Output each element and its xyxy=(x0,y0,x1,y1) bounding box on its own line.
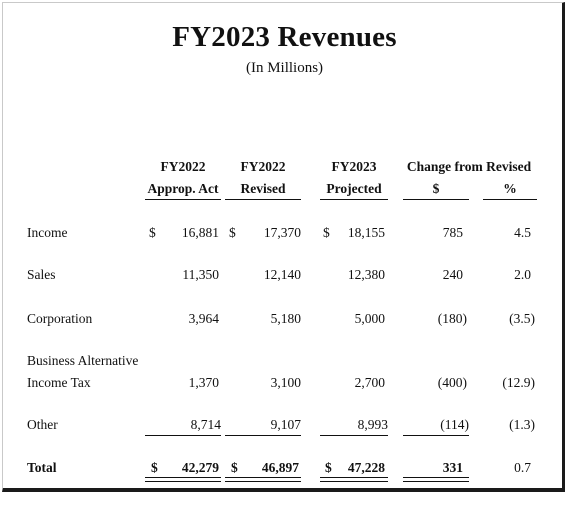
cell-total-c1: 42,279 xyxy=(181,460,219,475)
cell-total-c3: 47,228 xyxy=(347,460,385,475)
cell-other-c5: (1.3) xyxy=(509,417,535,432)
cell-sales-c4: 240 xyxy=(442,267,463,282)
double-underline xyxy=(145,477,221,482)
row-label-other: Other xyxy=(27,417,58,432)
cell-corporation-c1: 3,964 xyxy=(188,311,219,326)
col4-header-bottom: $ xyxy=(403,181,469,200)
row-label-bait-line1: Business Alternative xyxy=(27,353,139,368)
row-label-sales: Sales xyxy=(27,267,56,282)
double-underline xyxy=(403,477,469,482)
currency-sign: $ xyxy=(325,460,332,475)
row-label-total: Total xyxy=(27,460,57,475)
row-label-bait-line2: Income Tax xyxy=(27,375,91,390)
col5-header-bottom: % xyxy=(483,181,537,200)
cell-income-c4: 785 xyxy=(442,225,463,240)
cell-other-c1: 8,714 xyxy=(145,417,221,436)
page-title: FY2023 Revenues xyxy=(172,21,397,53)
cell-sales-c2: 12,140 xyxy=(263,267,301,282)
cell-bait-c1: 1,370 xyxy=(188,375,219,390)
double-underline xyxy=(225,477,301,482)
col1-header-top: FY2022 xyxy=(160,159,206,174)
row-label-income: Income xyxy=(27,225,68,240)
col2-header-bottom: Revised xyxy=(225,181,301,200)
cell-bait-c3: 2,700 xyxy=(354,375,385,390)
cell-corporation-c4: (180) xyxy=(437,311,467,326)
cell-bait-c4: (400) xyxy=(437,375,467,390)
cell-corporation-c5: (3.5) xyxy=(509,311,535,326)
cell-other-c2: 9,107 xyxy=(225,417,301,436)
currency-sign: $ xyxy=(231,460,238,475)
col3-header-bottom: Projected xyxy=(320,181,388,200)
cell-other-c3: 8,993 xyxy=(320,417,388,436)
double-underline xyxy=(320,477,388,482)
cell-income-c1: 16,881 xyxy=(181,225,219,240)
page-subtitle: (In Millions) xyxy=(245,60,324,76)
cell-sales-c3: 12,380 xyxy=(347,267,385,282)
col3-header-top: FY2023 xyxy=(331,159,377,174)
cell-total-c2: 46,897 xyxy=(261,460,299,475)
cell-corporation-c3: 5,000 xyxy=(354,311,385,326)
currency-sign: $ xyxy=(323,225,330,240)
col4-header-top: Change from Revised xyxy=(406,159,532,174)
cell-income-c3: 18,155 xyxy=(347,225,385,240)
row-label-corporation: Corporation xyxy=(27,311,93,326)
cell-income-c5: 4.5 xyxy=(514,225,531,240)
cell-total-c5: 0.7 xyxy=(514,460,531,475)
cell-bait-c2: 3,100 xyxy=(270,375,301,390)
currency-sign: $ xyxy=(229,225,236,240)
cell-sales-c1: 11,350 xyxy=(182,267,219,282)
cell-bait-c5: (12.9) xyxy=(502,375,535,390)
currency-sign: $ xyxy=(151,460,158,475)
cell-sales-c5: 2.0 xyxy=(514,267,531,282)
col1-header-bottom: Approp. Act xyxy=(145,181,221,200)
cell-corporation-c2: 5,180 xyxy=(270,311,301,326)
document-page xyxy=(2,2,565,492)
cell-total-c4: 331 xyxy=(442,460,463,475)
col2-header-top: FY2022 xyxy=(240,159,286,174)
cell-other-c4: (114) xyxy=(403,417,469,436)
currency-sign: $ xyxy=(149,225,156,240)
cell-income-c2: 17,370 xyxy=(263,225,301,240)
